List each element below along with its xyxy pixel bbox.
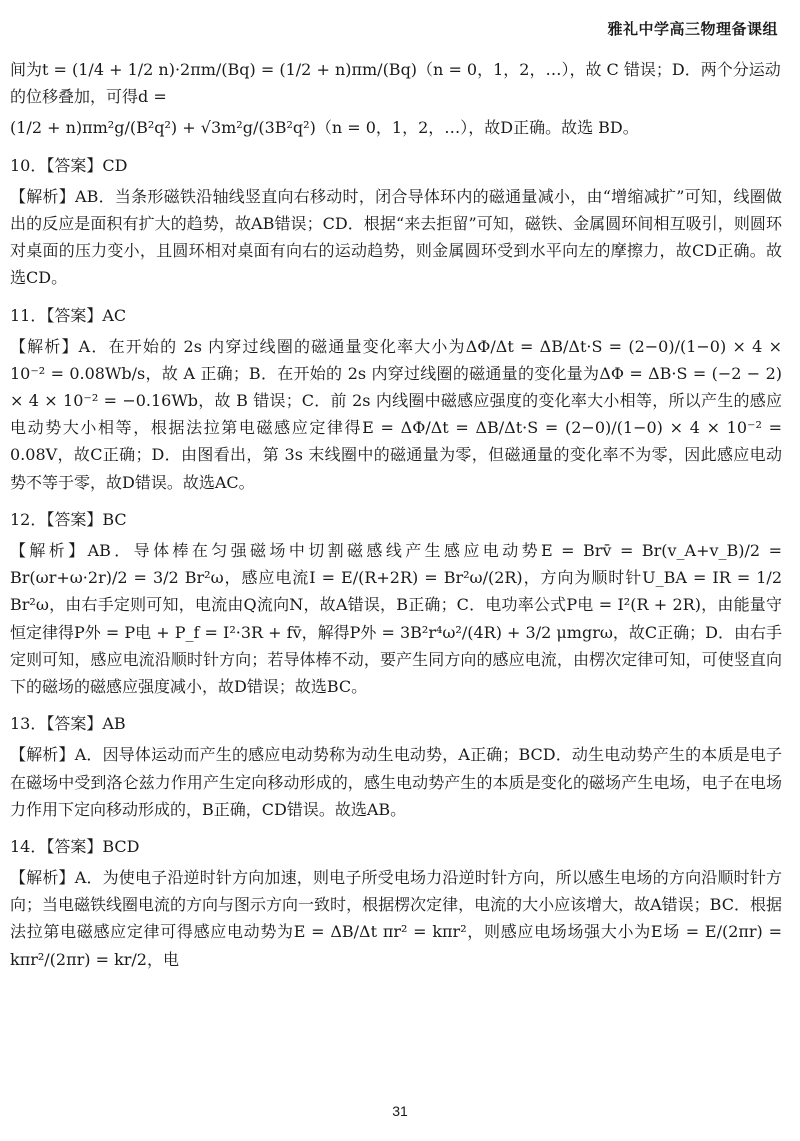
explanation-11: 【解析】A．在开始的 2s 内穿过线圈的磁通量变化率大小为ΔΦ/Δt = ΔB/Δt·S = (2−0)/(1−0) × 4 × 10⁻² = 0.08Wb/s，故 A 正确；B．在开始的 2s 内穿过线圈的磁通量的变化量为ΔΦ = ΔB·S = (−2 − 2) × 4 × 10⁻² = −0.16Wb，故 B 错误；C．前 2s 内线圈中磁感应强度的变化率大小相等，所以产生的感应电动势大小相等，根据法拉第电磁感应定律得E = ΔΦ/Δt = ΔB/Δt·S = (2−0)/(1−0) × 4 × 10⁻² = 0.08V，故C正确；D．由图看出，第 3s 末线圈中的磁通量为零，但磁通量的变化率不为零，因此感应电动势不等于零，故D错误。故选AC。 bbox=[10, 336, 782, 492]
answer-13: 13．【答案】AB bbox=[10, 714, 126, 734]
explanation-14: 【解析】A．为使电子沿逆时针方向加速，则电子所受电场力沿逆时针方向，所以感生电场的方向沿顺时针方向；当电磁铁线圈电流的方向与图示方向一致时，根据楞次定律，电流的大小应该增大，故A错误；BC．根据法拉第电磁感应定律可得感应电动势为E = ΔB/Δt πr² = kπr²，则感应电场场强大小为E场 = E/(2πr) = kπr²/(2πr) = kr/2，电 bbox=[10, 868, 782, 969]
document-body bbox=[10, 56, 782, 973]
page-number: 31 bbox=[392, 1103, 408, 1119]
answer-11: 11．【答案】AC bbox=[10, 305, 127, 325]
explanation-13: 【解析】A．因导体运动而产生的感应电动势称为动生电动势，A正确；BCD．动生电动势产生的本质是电子在磁场中受到洛仑兹力作用产生定向移动形成的，感生电动势产生的本质是变化的磁场产生电场，电子在电场力作用下定向移动形成的，B正确，CD错误。故选AB。 bbox=[10, 745, 782, 819]
explanation-12: 【解析】AB．导体棒在匀强磁场中切割磁感线产生感应电动势E = Brv̄ = Br(v_A+v_B)/2 = Br(ωr+ω·2r)/2 = 3/2 Br²ω，感应电流I = E/(R+2R) = Br²ω/(2R)，方向为顺时针U_BA = IR = 1/2 Br²ω，由右手定则可知，电流由Q流向N，故A错误，B正确；C．电功率公式P电 = I²(R + 2R)，由能量守恒定律得P外 = P电 + P_f = I²·3R + fv̄，解得P外 = 3B²r⁴ω²/(4R) + 3/2 μmgrω，故C正确；D．由右手定则可知，感应电流沿顺时针方向；若导体棒不动，要产生同方向的感应电流，由楞次定律可知，可使竖直向下的磁场的磁感应强度减小，故D错误；故选BC。 bbox=[10, 541, 782, 696]
explanation-10: 【解析】AB．当条形磁铁沿轴线竖直向右移动时，闭合导体环内的磁通量减小，由“增缩减扩”可知，线圈做出的反应是面积有扩大的趋势，故AB错误；CD．根据“来去拒留”可知，磁铁、金属圆环间相互吸引，则圆环对桌面的压力变小，且圆环相对桌面有向右的运动趋势，则金属圆环受到水平向左的摩擦力，故CD正确。故选CD。 bbox=[10, 186, 782, 288]
answer-12: 12．【答案】BC bbox=[10, 509, 127, 529]
answer-14: 14．【答案】BCD bbox=[10, 836, 140, 856]
intro-line-1: 间为t = (1/4 + 1/2 n)·2πm/(Bq) = (1/2 + n)πm/(Bq)（n = 0，1，2，…），故 C 错误；D．两个分运动的位移叠加，可得d = bbox=[10, 60, 781, 107]
intro-line-2: (1/2 + n)πm²g/(B²q²) + √3m²g/(3B²q²)（n = 0，1，2，…），故D正确。故选 BD。 bbox=[10, 118, 639, 138]
page-header: 雅礼中学高三物理备课组 bbox=[607, 20, 778, 38]
answer-10: 10．【答案】CD bbox=[10, 155, 128, 175]
